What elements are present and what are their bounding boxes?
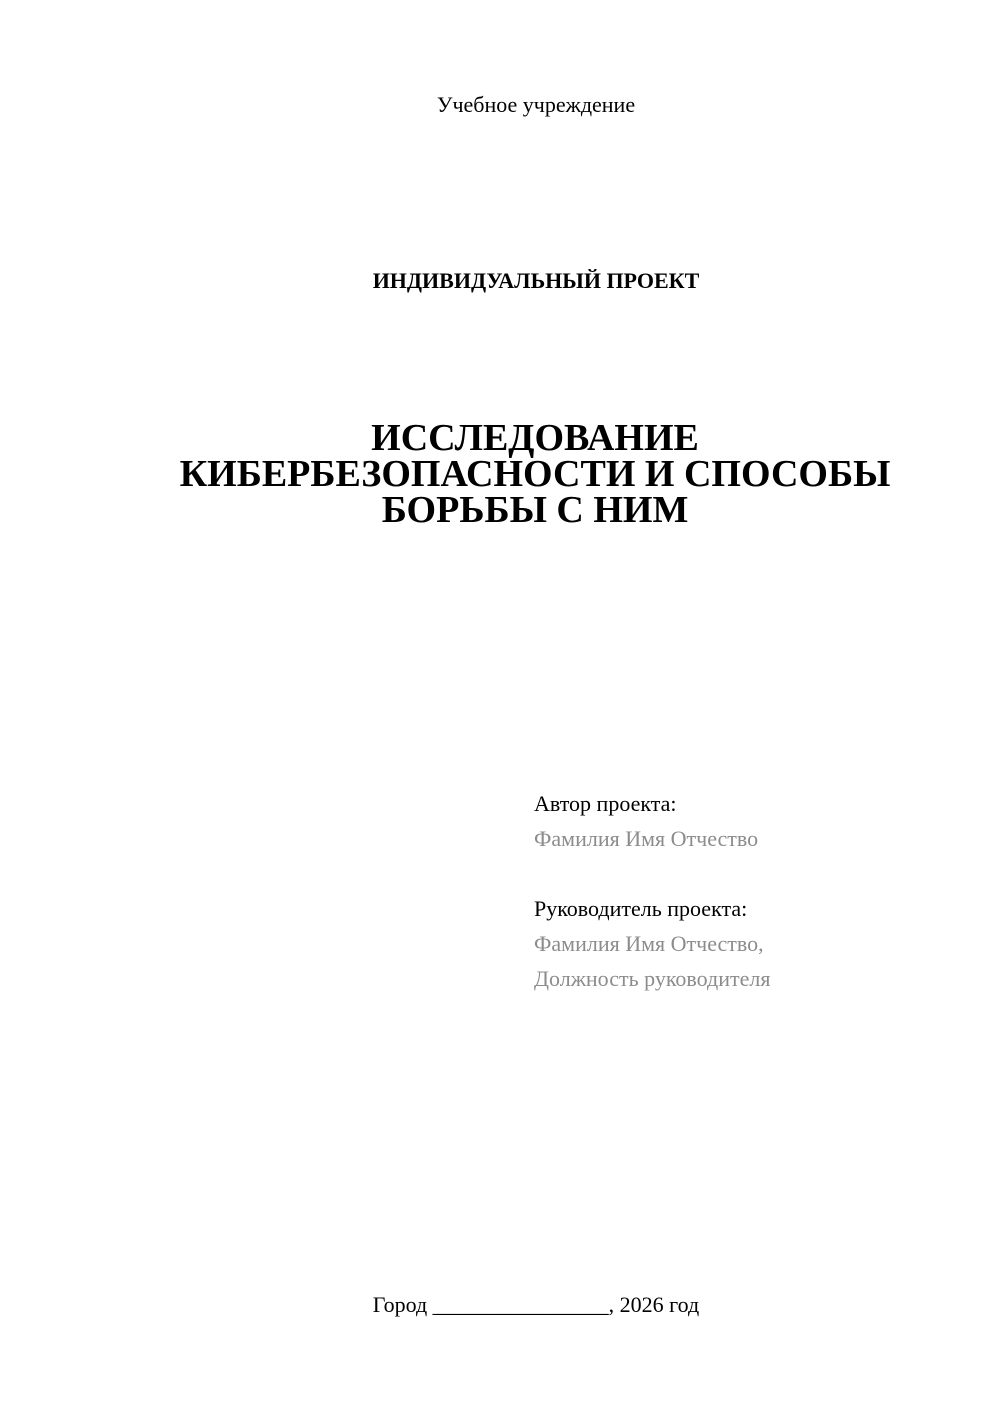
supervisor-position: Должность руководителя <box>534 966 771 991</box>
project-title-line-3: БОРЬБЫ С НИМ <box>381 489 689 531</box>
author-name: Фамилия Имя Отчество <box>534 826 759 851</box>
supervisor-name: Фамилия Имя Отчество, <box>534 931 764 956</box>
project-title-line-1: ИССЛЕДОВАНИЕ <box>371 417 699 459</box>
city-year-line: Город ________________, 2026 год <box>372 1292 700 1317</box>
credits-spacer <box>534 856 974 891</box>
project-type-heading: ИНДИВИДУАЛЬНЫЙ ПРОЕКТ <box>372 268 700 293</box>
project-title-line-2: КИБЕРБЕЗОПАСНОСТИ И СПОСОБЫ <box>179 453 891 495</box>
project-title <box>100 417 970 531</box>
institution-name: Учебное учреждение <box>436 92 636 117</box>
supervisor-label: Руководитель проекта: <box>534 896 748 921</box>
credits-block <box>534 786 974 996</box>
author-label: Автор проекта: <box>534 791 677 816</box>
